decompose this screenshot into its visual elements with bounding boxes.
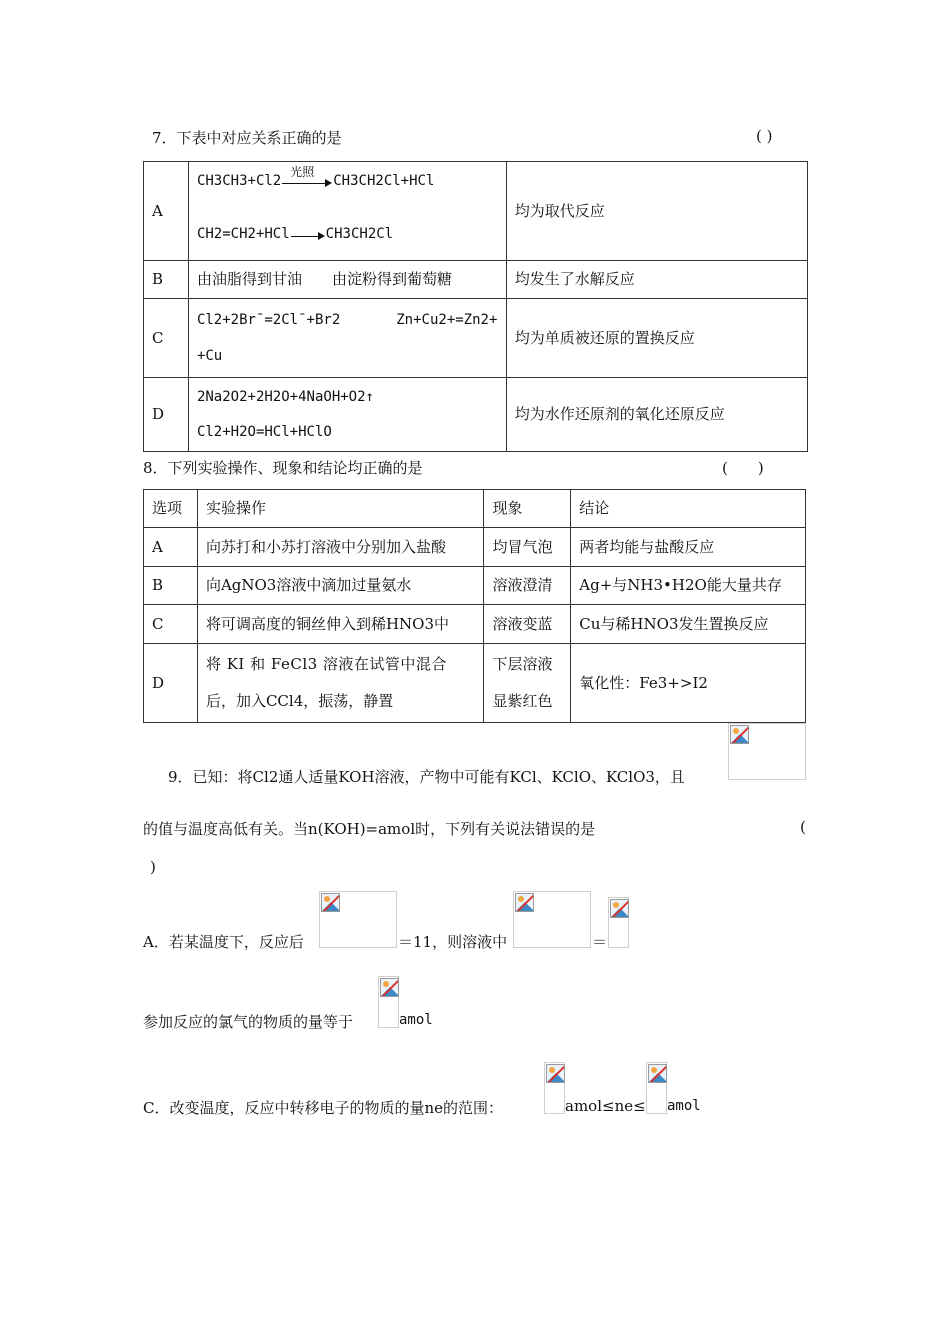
table-row (144, 378, 808, 452)
row-label: B (144, 261, 189, 299)
table-row (144, 528, 806, 567)
formula-image-placeholder (544, 1062, 565, 1114)
broken-image-icon (380, 978, 399, 997)
option-cell: B (144, 567, 198, 605)
phenomenon-cell: 均冒气泡 (484, 528, 571, 567)
conclusion-cell: 均为水作还原剂的氧化还原反应 (506, 378, 807, 452)
broken-image-icon (648, 1064, 667, 1083)
column-header: 结论 (571, 490, 806, 528)
operation-cell: 向苏打和小苏打溶液中分别加入盐酸 (197, 528, 484, 567)
q7-answer-bracket: ( ) (756, 127, 773, 145)
option-cell: A (144, 528, 198, 567)
content-cell: 由油脂得到甘油 由淀粉得到葡萄糖 (188, 261, 506, 299)
q9-line2: 的值与温度高低有关。当n(KOH)=amol时，下列有关说法错误的是 (143, 820, 596, 838)
operation-cell (197, 644, 484, 723)
conclusion-cell: Ag+与NH3•H2O能大量共存 (571, 567, 806, 605)
reaction-arrow-icon (282, 165, 332, 185)
phenomenon-text: 显紫红色 (492, 692, 553, 710)
table-row (144, 605, 806, 644)
formula-image-placeholder (513, 891, 591, 948)
broken-image-icon (546, 1064, 565, 1083)
table-row (144, 162, 808, 261)
table-header-row (144, 490, 806, 528)
formula-image-placeholder (646, 1062, 667, 1114)
option-cell: D (144, 644, 198, 723)
q9-line1: 9．已知：将Cl2通人适量KOH溶液，产物中可能有KCl、KClO、KClO3，且 (168, 768, 685, 786)
conclusion-cell: 均为取代反应 (506, 162, 807, 261)
phenomenon-cell (484, 644, 571, 723)
table-row (144, 567, 806, 605)
equation-text: +Cu (196, 348, 223, 364)
q9-option-b-unit: amol (399, 1012, 433, 1028)
broken-image-icon (610, 899, 629, 918)
equation-text: Cl2+H2O=HCl+HClO (196, 423, 332, 440)
conclusion-cell: 两者均能与盐酸反应 (571, 528, 806, 567)
operation-cell: 将可调高度的铜丝伸入到稀HNO3中 (197, 605, 484, 644)
table-row (144, 299, 808, 378)
operation-text: 将 KI 和 FeCl3 溶液在试管中混合 (205, 654, 447, 673)
formula-image-placeholder (728, 723, 806, 780)
row-label: C (144, 299, 189, 378)
q9-option-b-text: 参加反应的氯气的物质的量等于 (143, 1013, 354, 1031)
phenomenon-cell: 溶液澄清 (484, 567, 571, 605)
broken-image-icon (515, 893, 534, 912)
q9-option-a-part1: A．若某温度下，反应后 (143, 933, 304, 951)
q9-bracket-close: ) (150, 858, 156, 876)
operation-text: 后，加入CCl4，振荡，静置 (205, 692, 394, 710)
row-label: A (144, 162, 189, 261)
conclusion-cell: Cu与稀HNO3发生置换反应 (571, 605, 806, 644)
equation-cell (188, 378, 506, 452)
q9-option-c-mid: amol≤ne≤ (565, 1097, 646, 1115)
row-label: D (144, 378, 189, 452)
equation-text: CH3CH3+Cl2 (196, 173, 282, 189)
formula-image-placeholder (378, 976, 399, 1028)
equation-text: CH3CH2Cl (325, 226, 394, 242)
equation-text: CH2=CH2+HCl (196, 226, 290, 242)
operation-cell: 向AgNO3溶液中滴加过量氨水 (197, 567, 484, 605)
table-row (144, 261, 808, 299)
column-header: 选项 (144, 490, 198, 528)
column-header: 实验操作 (197, 490, 484, 528)
q8-table (143, 489, 806, 723)
formula-image-placeholder (319, 891, 397, 948)
q9-option-c-unit: amol (667, 1098, 701, 1114)
broken-image-icon (730, 725, 749, 744)
arrow-condition: 光照 (290, 165, 315, 179)
equation-text: CH3CH2Cl+HCl (333, 173, 435, 189)
q7-stem: 7．下表中对应关系正确的是 (152, 129, 342, 147)
phenomenon-text: 下层溶液 (492, 654, 553, 673)
column-header: 现象 (484, 490, 571, 528)
equation-text: 2Na2O2+2H2O+4NaOH+O2↑ (196, 388, 374, 405)
q7-table (143, 161, 808, 452)
equation-cell (188, 299, 506, 378)
conclusion-cell: 氧化性：Fe3+>I2 (571, 644, 806, 723)
table-row (144, 644, 806, 723)
q8-stem: 8．下列实验操作、现象和结论均正确的是 (143, 459, 423, 477)
equation-cell (188, 162, 506, 261)
equation-text: Cl2+2Br¯=2Cl¯+Br2 Zn+Cu2+=Zn2+ (196, 311, 498, 328)
broken-image-icon (321, 893, 340, 912)
q8-answer-bracket: ( ) (722, 459, 764, 477)
q9-option-c-text: C．改变温度，反应中转移电子的物质的量ne的范围： (143, 1099, 504, 1117)
option-cell: C (144, 605, 198, 644)
q9-option-a-part3: ＝ (592, 933, 608, 951)
phenomenon-cell: 溶液变蓝 (484, 605, 571, 644)
q9-bracket-open: ( (800, 818, 806, 836)
formula-image-placeholder (608, 897, 629, 948)
q9-option-a-part2: ＝11，则溶液中 (398, 933, 508, 951)
reaction-arrow-icon (291, 228, 325, 238)
conclusion-cell: 均发生了水解反应 (506, 261, 807, 299)
conclusion-cell: 均为单质被还原的置换反应 (506, 299, 807, 378)
